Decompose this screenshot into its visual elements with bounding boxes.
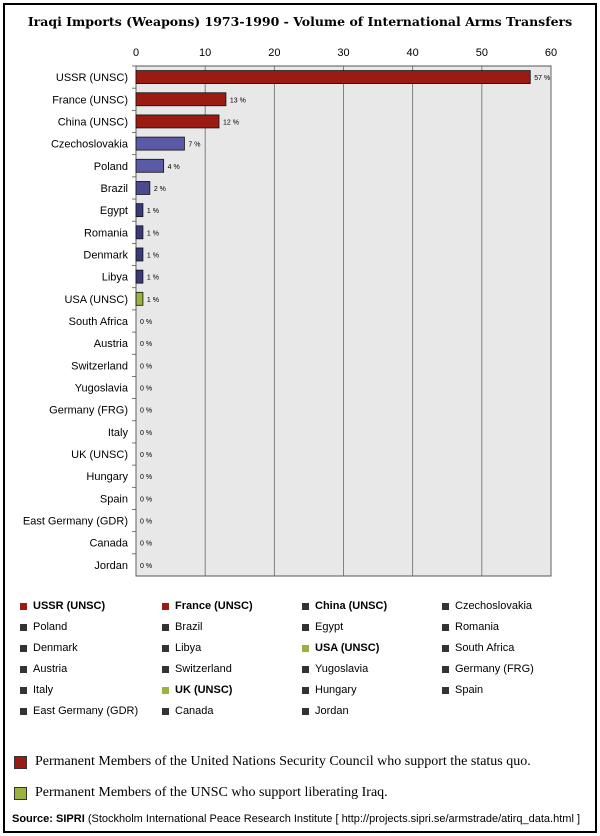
bar: [136, 181, 150, 194]
legend-swatch-icon: [162, 603, 169, 610]
x-tick-label: 10: [199, 47, 212, 59]
data-label: 57 %: [534, 75, 551, 83]
category-label: Hungary: [86, 471, 128, 484]
category-label: Brazil: [100, 182, 128, 195]
bar: [136, 137, 184, 150]
legend-label: Yugoslavia: [315, 663, 369, 675]
legend-label: East Germany (GDR): [33, 705, 139, 717]
legend-swatch-icon: [442, 687, 449, 694]
legend-item: [302, 684, 357, 696]
legend-label: South Africa: [455, 642, 515, 654]
category-label: East Germany (GDR): [22, 515, 128, 528]
bar: [136, 292, 143, 305]
category-label: Switzerland: [71, 360, 128, 373]
legend-label: Switzerland: [175, 663, 232, 675]
data-label: 0 %: [140, 385, 153, 393]
green-square-icon: [14, 787, 27, 800]
legend-swatch-icon: [302, 603, 309, 610]
bar: [136, 115, 219, 128]
bar: [136, 204, 143, 217]
source-line: [12, 813, 580, 825]
category-label: Canada: [89, 537, 128, 550]
legend-swatch-icon: [302, 666, 309, 673]
legend-swatch-icon: [20, 624, 27, 631]
category-label: UK (UNSC): [71, 449, 128, 462]
data-label: 1 %: [146, 230, 159, 238]
bar: [136, 248, 143, 261]
category-label: France (UNSC): [52, 94, 128, 107]
data-label: 13 %: [229, 97, 246, 105]
source-name: SIPRI: [56, 813, 85, 825]
data-label: 1 %: [146, 274, 159, 282]
legend-item: [162, 705, 214, 717]
data-label: 1 %: [146, 296, 159, 304]
data-label: 0 %: [140, 518, 153, 526]
data-label: 2 %: [153, 185, 166, 193]
category-label: USSR (UNSC): [55, 72, 128, 85]
legend-label: Libya: [175, 642, 202, 654]
category-label: Egypt: [99, 205, 128, 218]
data-label: 7 %: [188, 141, 201, 149]
legend-label: Hungary: [315, 684, 357, 696]
source-label: Source:: [12, 813, 53, 825]
bar: [136, 71, 530, 84]
chart-title: Iraqi Imports (Weapons) 1973-1990 - Volume of International Arms Transfers: [27, 14, 573, 29]
note-liberating: [14, 785, 388, 801]
category-label: Spain: [99, 493, 128, 506]
legend-swatch-icon: [302, 687, 309, 694]
legend-swatch-icon: [162, 687, 169, 694]
note-liberating-text: Permanent Members of the UNSC who support liberating Iraq.: [35, 785, 388, 800]
legend-swatch-icon: [302, 708, 309, 715]
category-label: China (UNSC): [57, 116, 128, 129]
legend-label: France (UNSC): [175, 600, 253, 612]
x-tick-label: 60: [544, 47, 558, 59]
x-tick-label: 30: [337, 47, 350, 59]
data-label: 4 %: [167, 163, 180, 171]
legend-label: Denmark: [33, 642, 78, 654]
category-label: Jordan: [94, 559, 128, 572]
legend-swatch-icon: [442, 624, 449, 631]
x-tick-label: 0: [132, 47, 140, 59]
x-tick-label: 40: [406, 47, 419, 59]
data-label: 0 %: [140, 429, 153, 437]
legend-swatch-icon: [302, 624, 309, 631]
legend-item: [302, 663, 368, 675]
legend-label: UK (UNSC): [175, 684, 233, 696]
legend-item: [162, 663, 232, 675]
legend-item: [442, 642, 514, 654]
category-label: Denmark: [83, 249, 128, 262]
legend-label: Canada: [175, 705, 214, 717]
legend-label: Czechoslovakia: [455, 600, 533, 612]
legend-label: Germany (FRG): [455, 663, 534, 675]
legend-swatch-icon: [162, 624, 169, 631]
legend-item: [442, 684, 483, 696]
legend-item: [162, 621, 203, 633]
legend-item: [302, 621, 343, 633]
legend-swatch-icon: [162, 708, 169, 715]
bar: [136, 93, 226, 106]
legend-item: [20, 642, 78, 654]
x-tick-label: 20: [268, 47, 281, 59]
bar: [136, 270, 143, 283]
category-label: Libya: [101, 271, 128, 284]
data-label: 0 %: [140, 452, 153, 460]
legend-item: [442, 621, 499, 633]
legend-label: China (UNSC): [315, 600, 388, 612]
legend-swatch-icon: [20, 603, 27, 610]
x-tick-label: 50: [475, 47, 488, 59]
category-label: Yugoslavia: [74, 382, 128, 395]
bar: [136, 226, 143, 239]
legend-swatch-icon: [302, 645, 309, 652]
data-label: 0 %: [140, 319, 153, 326]
data-label: 0 %: [140, 341, 153, 349]
legend-item: [302, 600, 387, 612]
data-label: 0 %: [140, 562, 153, 570]
data-label: 12 %: [223, 119, 239, 127]
bar: [136, 159, 164, 172]
legend-label: Egypt: [315, 621, 344, 633]
category-label: South Africa: [68, 316, 128, 328]
data-label: 0 %: [140, 474, 153, 482]
category-label: Czechoslovakia: [50, 138, 128, 151]
legend-item: [20, 663, 67, 675]
category-label: Romania: [83, 227, 128, 240]
data-label: 1 %: [146, 252, 159, 260]
data-label: 0 %: [140, 496, 153, 504]
legend-swatch-icon: [442, 645, 449, 652]
data-label: 0 %: [140, 540, 153, 548]
source-text: (Stockholm International Peace Research Institute [ http://projects.sipri.se/armstrade/atirq_data.html ]: [87, 813, 581, 825]
legend-item: [20, 600, 105, 612]
legend-label: Austria: [33, 663, 68, 675]
legend-item: [162, 642, 201, 654]
note-status-quo: [14, 754, 531, 770]
legend-label: USA (UNSC): [315, 642, 380, 654]
data-label: 0 %: [140, 363, 153, 371]
legend-item: [302, 705, 349, 717]
legend-swatch-icon: [20, 666, 27, 673]
data-label: 0 %: [140, 407, 153, 415]
category-label: Poland: [93, 160, 128, 173]
red-square-icon: [14, 756, 27, 769]
legend-item: [20, 684, 53, 696]
category-label: Austria: [93, 338, 128, 351]
legend-swatch-icon: [442, 603, 449, 610]
legend-item: [302, 642, 379, 654]
category-label: Italy: [107, 426, 128, 439]
legend-swatch-icon: [162, 645, 169, 652]
legend-item: [442, 663, 534, 675]
note-status-quo-text: Permanent Members of the United Nations Security Council who support the status quo.: [35, 754, 531, 769]
legend-swatch-icon: [20, 687, 27, 694]
legend-item: [162, 684, 232, 696]
legend-label: Italy: [33, 684, 54, 696]
legend-item: [162, 600, 253, 612]
legend-label: Jordan: [315, 705, 349, 717]
legend-item: [20, 705, 138, 717]
legend-label: Romania: [455, 621, 500, 633]
legend-item: [20, 621, 67, 633]
legend-swatch-icon: [162, 666, 169, 673]
legend-swatch-icon: [20, 708, 27, 715]
legend-label: Spain: [455, 684, 484, 696]
legend-swatch-icon: [20, 645, 27, 652]
data-label: 1 %: [146, 208, 159, 216]
legend-label: Poland: [33, 621, 68, 633]
legend-item: [442, 600, 532, 612]
legend-label: Brazil: [175, 621, 203, 633]
category-label: Germany (FRG): [49, 404, 128, 417]
category-label: USA (UNSC): [64, 293, 128, 306]
legend-label: USSR (UNSC): [33, 600, 106, 612]
legend-swatch-icon: [442, 666, 449, 673]
